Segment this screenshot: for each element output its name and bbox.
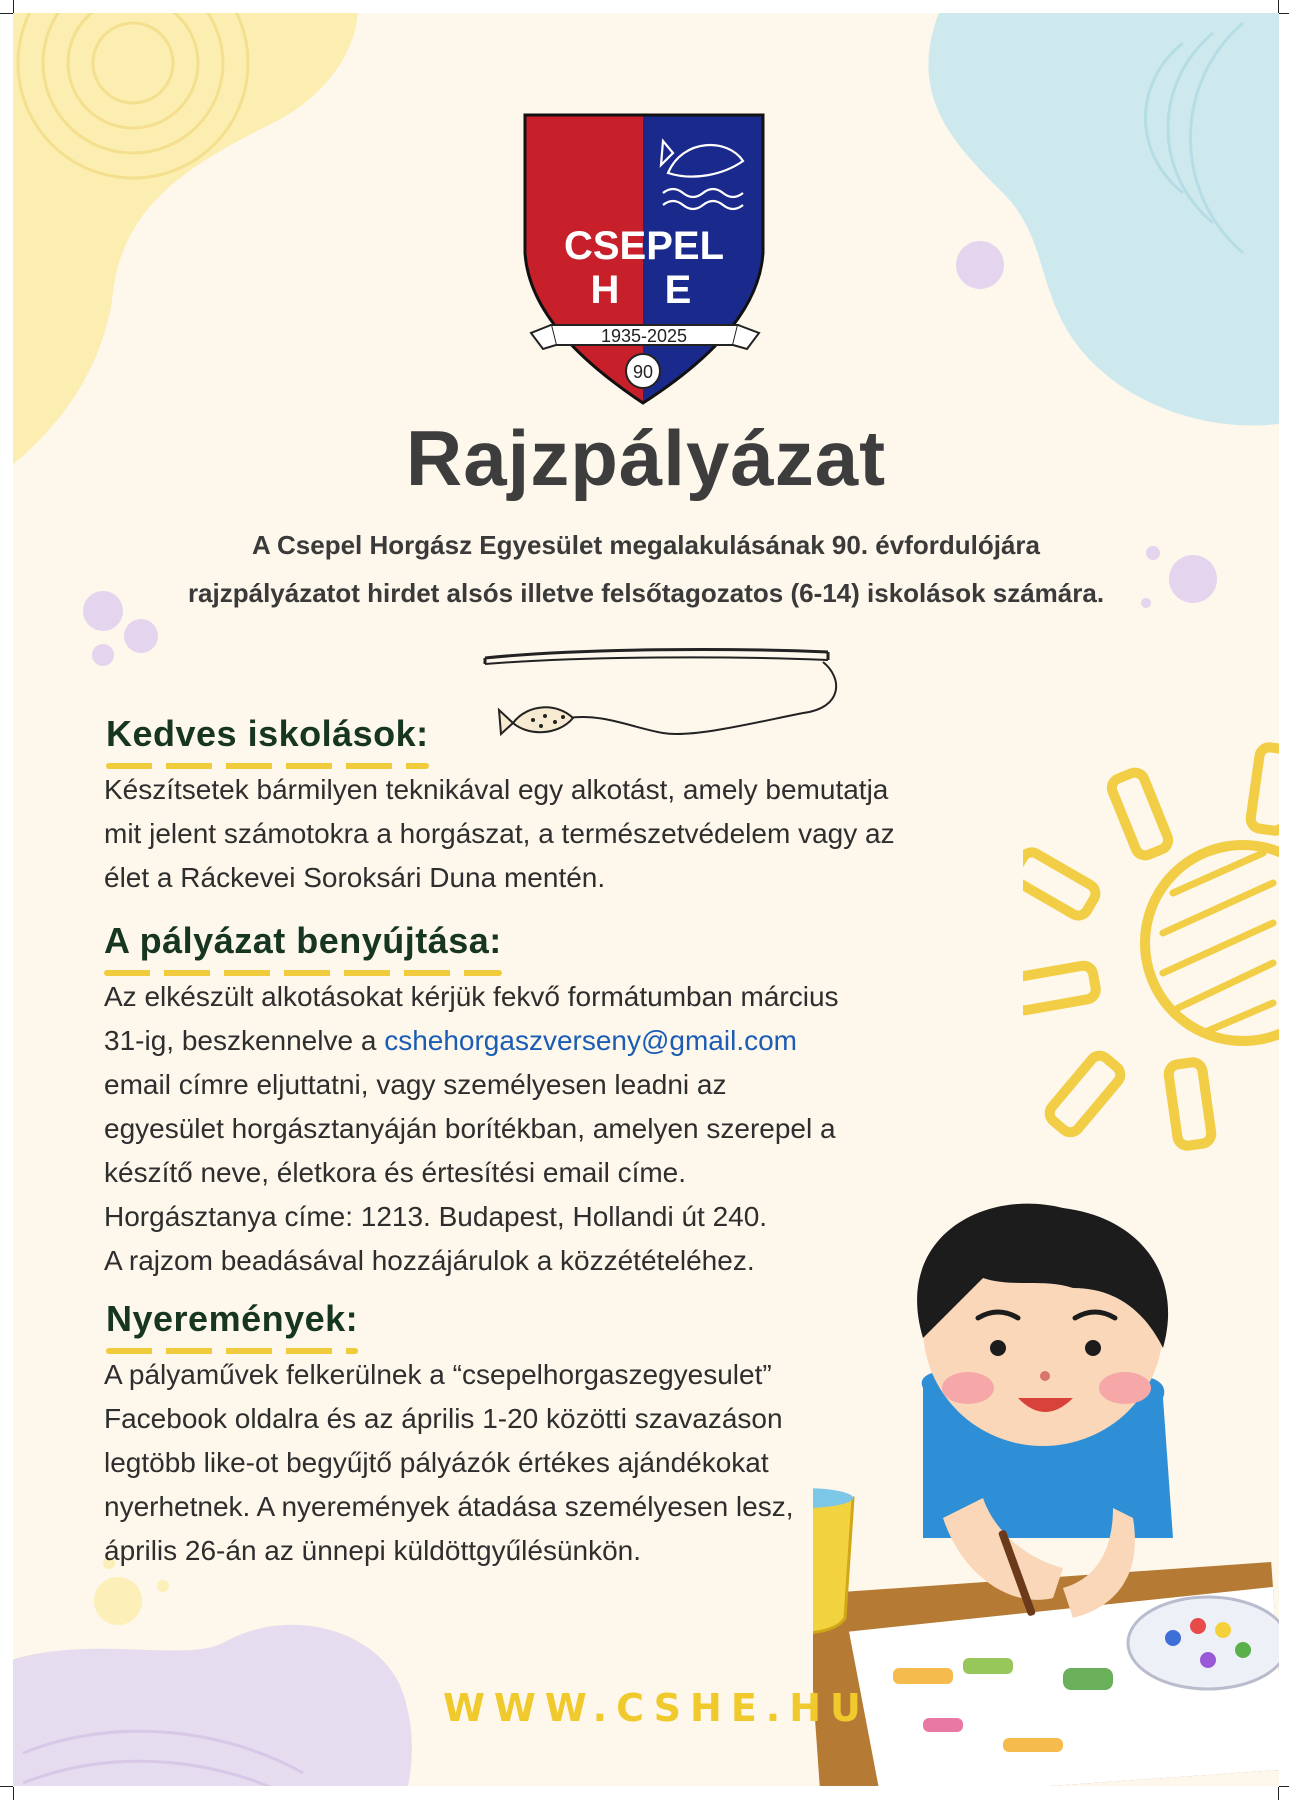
crop-mark xyxy=(13,0,14,13)
submission-line-1: Az elkészült alkotásokat kérjük fekvő formátumban március xyxy=(104,981,839,1012)
prizes-line-2: Facebook oldalra és az április 1-20 közötti szavazáson xyxy=(104,1403,783,1434)
logo-letter-e: E xyxy=(664,268,692,312)
subtitle-line-1: A Csepel Horgász Egyesület megalakulásának 90. évfordulójára xyxy=(251,530,1041,560)
website-link[interactable]: WWW.CSHE.HU xyxy=(443,1686,870,1730)
child-painting-icon xyxy=(813,1198,1279,1786)
crop-mark xyxy=(1278,0,1279,13)
prizes-heading-text: Nyeremények: xyxy=(106,1298,359,1339)
sun-icon xyxy=(1023,733,1279,1153)
prizes-heading xyxy=(106,1298,358,1340)
students-line-2: mit jelent számotokra a horgászat, a természetvédelem vagy az xyxy=(104,818,895,849)
subtitle xyxy=(73,521,1219,617)
email-link[interactable]: cshehorgaszverseny@gmail.com xyxy=(384,1025,797,1056)
submission-line-4: egyesület horgásztanyáján borítékban, amelyen szerepel a xyxy=(104,1113,836,1144)
students-heading-text: Kedves iskolások: xyxy=(106,713,429,754)
crop-mark xyxy=(1279,13,1289,14)
shield-logo-icon xyxy=(523,113,778,408)
submission-line-2 xyxy=(104,1019,839,1063)
students-line-3: élet a Ráckevei Soroksári Duna mentén. xyxy=(104,862,606,893)
fishing-rod-icon xyxy=(483,638,853,748)
prizes-line-5: április 26-án az ünnepi küldöttgyűlésünkön. xyxy=(104,1535,642,1566)
submission-heading-text: A pályázat benyújtása: xyxy=(104,920,502,961)
students-heading xyxy=(106,713,429,755)
crop-mark xyxy=(13,1787,14,1800)
prizes-line-3: legtöbb like-ot begyűjtő pályázók értékes ajándékokat xyxy=(104,1447,769,1478)
crop-mark xyxy=(1278,1787,1279,1800)
crop-mark xyxy=(0,1786,13,1787)
students-line-1: Készítsetek bármilyen teknikával egy alkotást, amely bemutatja xyxy=(104,774,889,805)
page-title: Rajzpályázat xyxy=(405,414,887,502)
logo-years: 1935-2025 xyxy=(600,326,688,346)
submission-line-2-text: 31-ig, beszkennelve a xyxy=(104,1025,385,1056)
submission-line-5: készítő neve, életkora és értesítési email címe. xyxy=(104,1157,687,1188)
submission-line-7: A rajzom beadásával hozzájárulok a közzétételéhez. xyxy=(104,1245,755,1276)
submission-line-6: Horgásztanya címe: 1213. Budapest, Hollandi út 240. xyxy=(104,1201,768,1232)
logo-anniversary: 90 xyxy=(632,362,654,382)
submission-heading xyxy=(104,920,502,962)
logo-letter-h: H xyxy=(590,268,620,312)
prizes-line-1: A pályaművek felkerülnek a “csepelhorgaszegyesulet” xyxy=(104,1359,772,1390)
students-paragraph xyxy=(104,768,895,900)
prizes-paragraph xyxy=(104,1353,794,1573)
subtitle-line-2: rajzpályázatot hirdet alsós illetve felsőtagozatos (6-14) iskolások számára. xyxy=(187,578,1105,608)
prizes-line-4: nyerhetnek. A nyeremények átadása személyesen lesz, xyxy=(104,1491,794,1522)
logo-name-line1: CSEPEL xyxy=(563,224,725,268)
submission-line-3: email címre eljuttatni, vagy személyesen leadni az xyxy=(104,1069,727,1100)
crop-mark xyxy=(1279,1786,1289,1787)
submission-paragraph xyxy=(104,975,839,1283)
crop-mark xyxy=(0,13,13,14)
poster xyxy=(13,13,1279,1786)
